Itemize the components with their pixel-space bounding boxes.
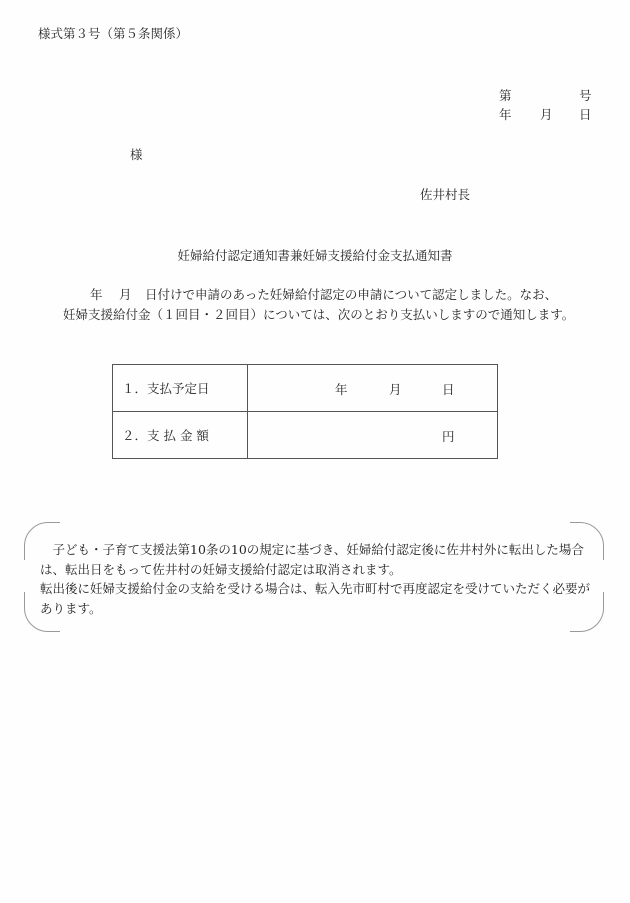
payment-date-label: １．支払予定日 <box>113 365 248 412</box>
number-go-label: 号 <box>579 88 592 103</box>
notice-left-gap <box>20 560 28 592</box>
number-dai-label: 第 <box>499 88 512 103</box>
form-number: 様式第３号（第５条関係） <box>38 26 189 41</box>
issue-month-label: 月 <box>540 107 553 122</box>
notice-bottom-gap <box>60 626 570 634</box>
body-line-1-text: 日付けで申請のあった妊婦給付認定の申請について認定しました。なお、 <box>145 287 558 302</box>
body-year-label: 年 <box>90 287 103 302</box>
payment-amount-label: ２．支 払 金 額 <box>113 412 248 459</box>
document-title: 妊婦給付認定通知書兼妊婦支援給付金支払通知書 <box>177 248 453 263</box>
body-line-1 <box>90 287 557 303</box>
payment-table <box>112 364 498 459</box>
payment-amount-cell <box>248 412 498 459</box>
notice-paragraph-1: 子ども・子育て支援法第10条の10の規定に基づき、妊婦給付認定後に佐井村外に転出した場合は、転出日をもって佐井村の妊婦支援給付認定は取消されます。 <box>40 542 584 577</box>
payment-yen-unit: 円 <box>442 429 455 444</box>
payment-date-cell <box>248 365 498 412</box>
payment-year-label: 年 <box>335 382 348 397</box>
notice-top-gap <box>60 518 570 526</box>
addressee-suffix: 様 <box>130 147 143 162</box>
body-month-label: 月 <box>119 287 132 302</box>
payment-month-label: 月 <box>389 382 402 397</box>
table-row <box>113 412 498 459</box>
notice-text <box>40 540 600 618</box>
table-row <box>113 365 498 412</box>
issuer-name: 佐井村長 <box>420 187 471 202</box>
issue-year-label: 年 <box>499 107 512 122</box>
notice-paragraph-2: 転出後に妊婦支援給付金の支給を受ける場合は、転入先市町村で再度認定を受けていただく必要があります。 <box>40 581 591 616</box>
issue-day-label: 日 <box>579 107 592 122</box>
payment-day-label: 日 <box>442 382 455 397</box>
body-line-2: 妊婦支援給付金（１回目・２回目）については、次のとおり支払いしますので通知します。 <box>63 307 575 322</box>
